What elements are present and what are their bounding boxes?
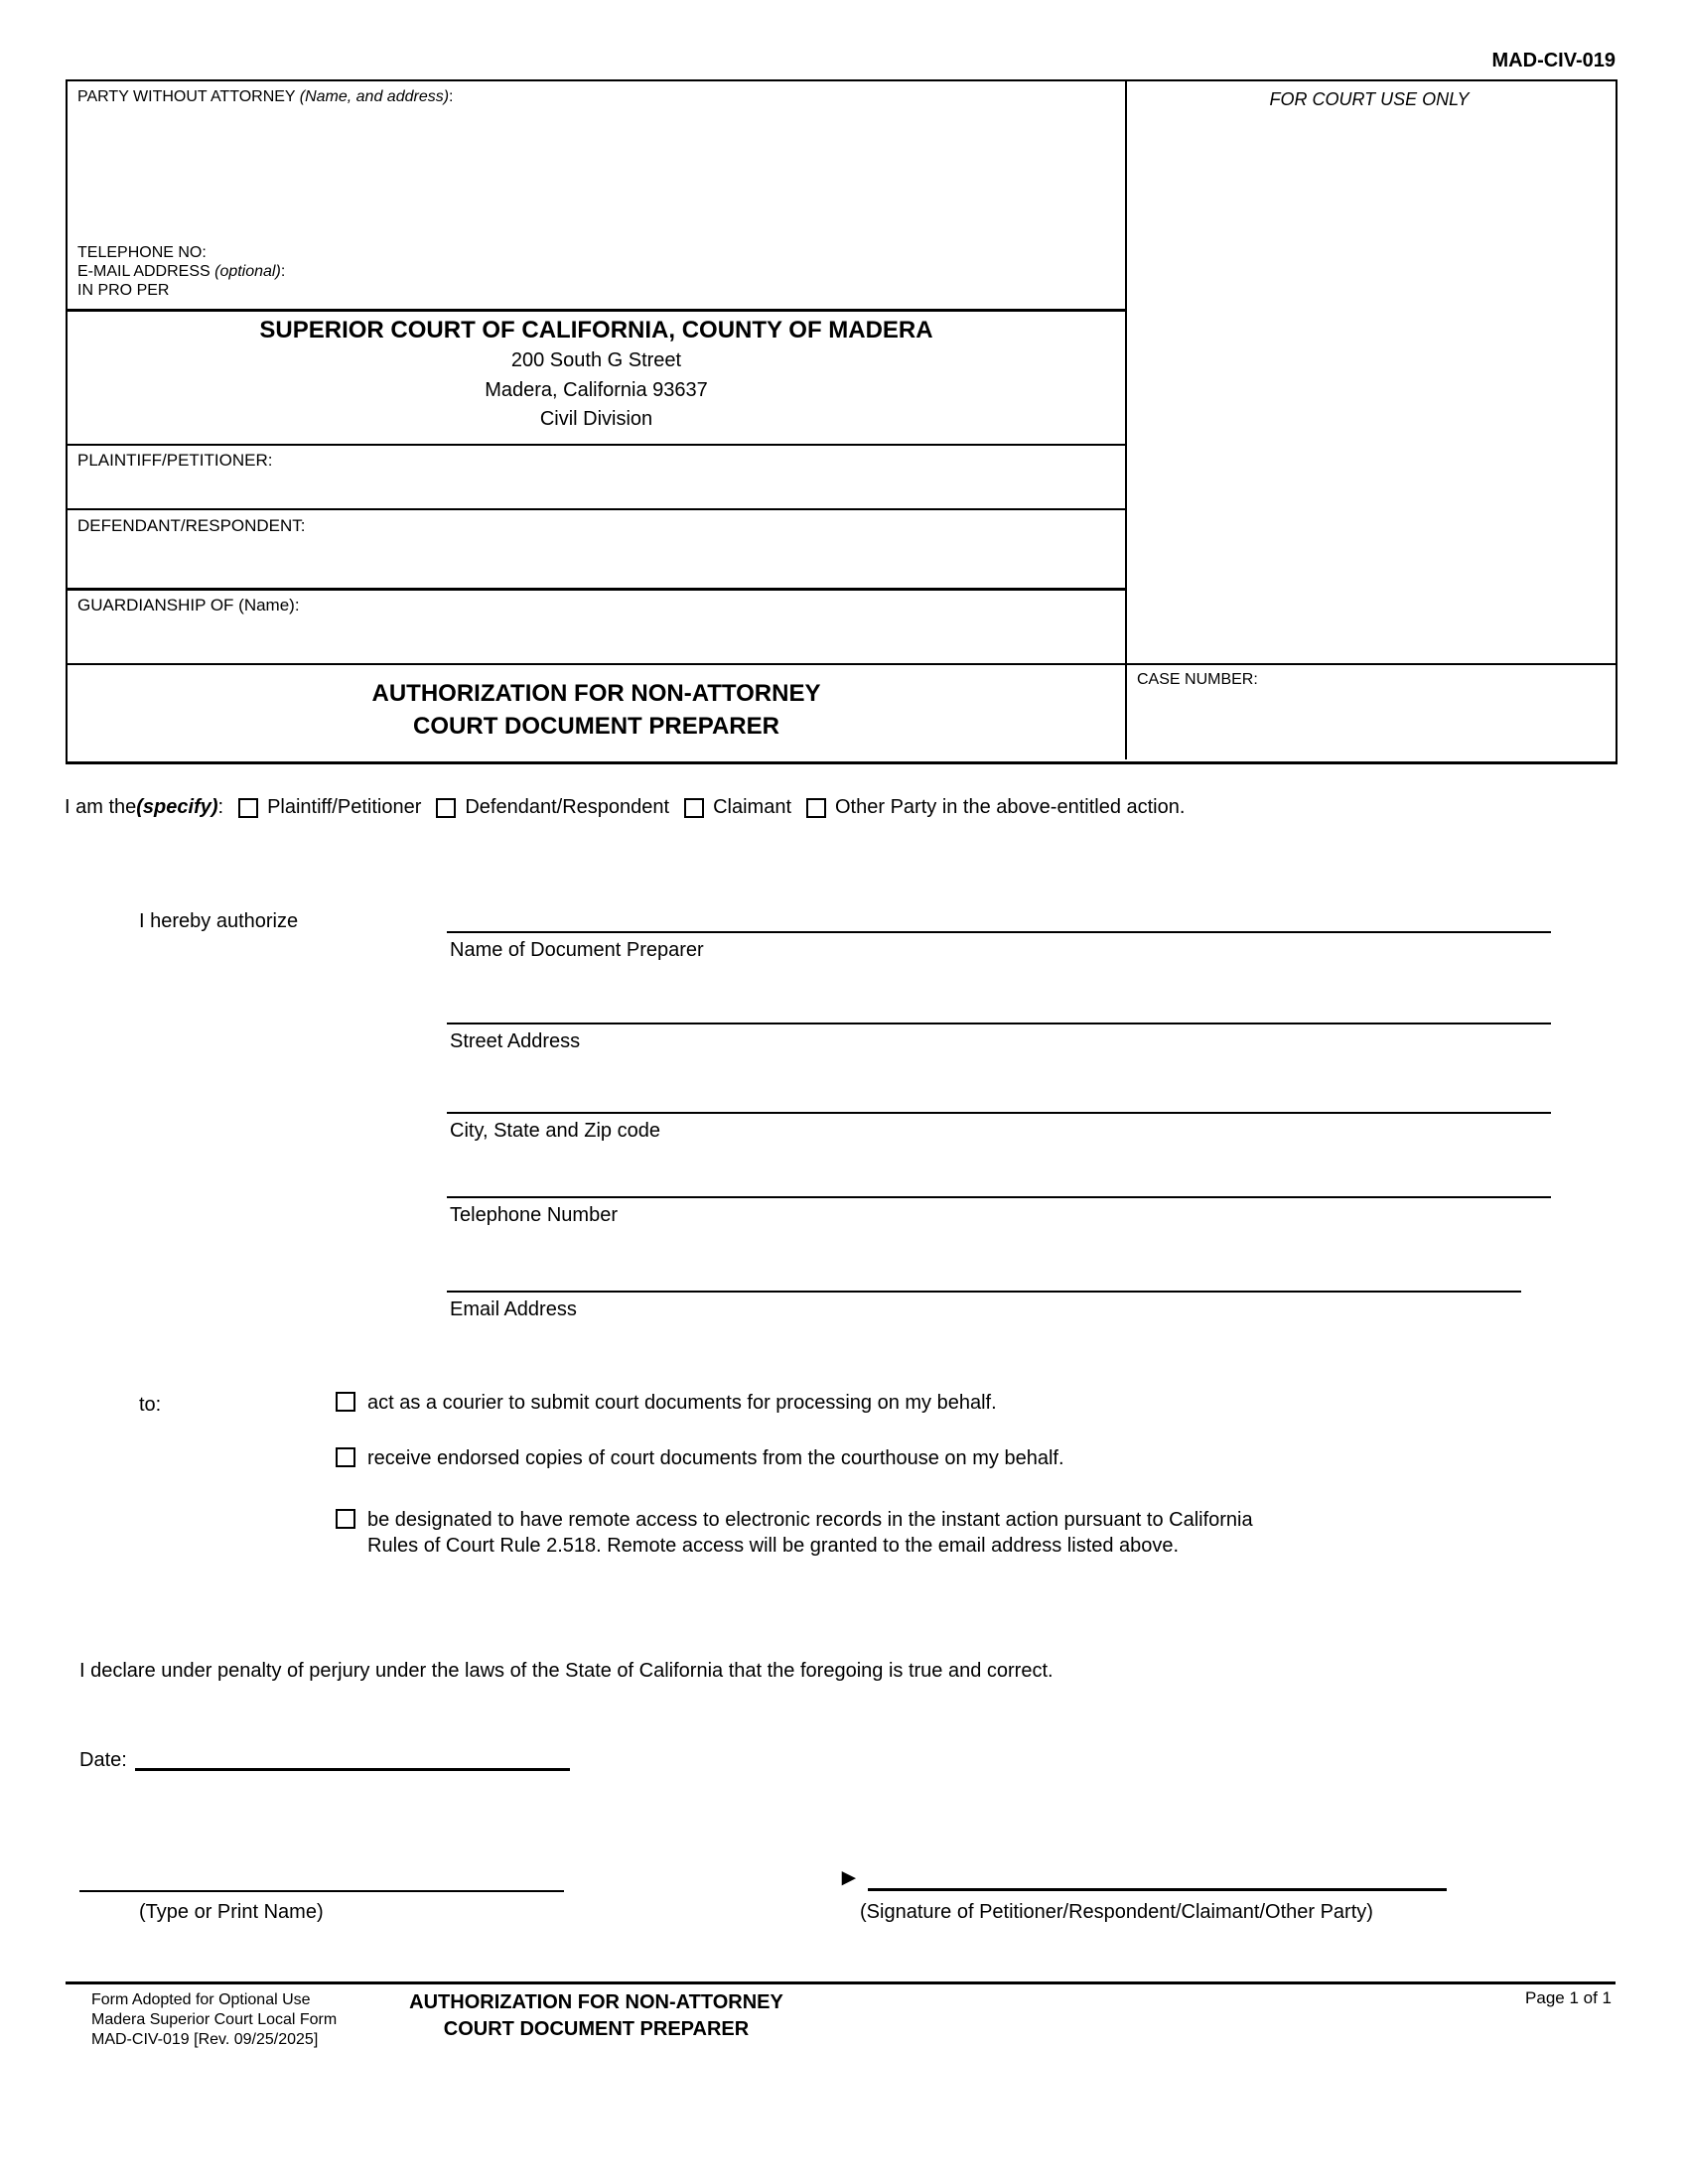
defendant-respondent-option-label: Defendant/Respondent bbox=[465, 796, 670, 818]
court-address-line1: 200 South G Street bbox=[510, 349, 682, 371]
perjury-declaration: I declare under penalty of perjury under the laws of the State of California that the foregoing is true and correct. bbox=[79, 1660, 1054, 1682]
remote-access-item-label bbox=[367, 1507, 1253, 1559]
signature-arrow-icon: ► bbox=[837, 1864, 861, 1891]
guardianship-label: GUARDIANSHIP OF (Name): bbox=[77, 596, 300, 614]
specify-prefix: I am the bbox=[65, 796, 137, 818]
other-party-option-label: Other Party in the above-entitled action. bbox=[835, 796, 1186, 818]
column-divider bbox=[1125, 81, 1127, 759]
document-title-line1: AUTHORIZATION FOR NON-ATTORNEY bbox=[371, 680, 821, 707]
signature-label: (Signature of Petitioner/Respondent/Claimant/Other Party) bbox=[860, 1901, 1373, 1923]
defendant-input[interactable] bbox=[286, 514, 1110, 582]
page-indicator: Page 1 of 1 bbox=[1525, 1988, 1612, 2007]
type-print-name-label: (Type or Print Name) bbox=[139, 1901, 324, 1923]
claimant-option-label: Claimant bbox=[713, 796, 791, 818]
plaintiff-label: PLAINTIFF/PETITIONER: bbox=[77, 451, 273, 470]
remote-access-line2: Rules of Court Rule 2.518. Remote access will be granted to the email address listed above. bbox=[367, 1535, 1180, 1557]
authorize-lead: I hereby authorize bbox=[139, 910, 299, 932]
form-number: MAD-CIV-019 bbox=[1491, 50, 1616, 71]
caption-table bbox=[66, 79, 1618, 764]
to-lead: to: bbox=[139, 1394, 162, 1416]
plaintiff-petitioner-option-label: Plaintiff/Petitioner bbox=[267, 796, 422, 818]
footer-title-line1: AUTHORIZATION FOR NON-ATTORNEY bbox=[409, 1991, 783, 2013]
footer-title-line2: COURT DOCUMENT PREPARER bbox=[443, 2018, 750, 2040]
plaintiff-input[interactable] bbox=[266, 449, 1110, 503]
remote-access-line1: be designated to have remote access to electronic records in the instant action pursuant to California bbox=[367, 1509, 1253, 1531]
date-label: Date: bbox=[79, 1749, 127, 1771]
telephone-label: TELEPHONE NO: bbox=[77, 244, 207, 261]
signature-input[interactable] bbox=[868, 1888, 1447, 1891]
court-address-line3: Civil Division bbox=[539, 408, 653, 430]
email-address-field bbox=[447, 1291, 1521, 1321]
endorsed-copies-checkbox[interactable] bbox=[336, 1447, 355, 1467]
type-print-name-input[interactable] bbox=[79, 1890, 564, 1892]
footer-form-info-line2: Madera Superior Court Local Form bbox=[91, 2011, 338, 2028]
document-title bbox=[68, 677, 1125, 743]
preparer-name-field bbox=[447, 931, 1551, 962]
row-divider-contact-court bbox=[68, 309, 1125, 312]
preparer-name-label: Name of Document Preparer bbox=[450, 939, 704, 961]
telephone-number-label: Telephone Number bbox=[450, 1204, 618, 1226]
case-number-label: CASE NUMBER: bbox=[1137, 671, 1258, 688]
footer-title bbox=[66, 1989, 1127, 2043]
remote-access-item bbox=[336, 1507, 1253, 1559]
footer-divider bbox=[66, 1981, 1616, 1984]
court-block bbox=[68, 316, 1125, 433]
courier-checkbox[interactable] bbox=[336, 1392, 355, 1412]
telephone-number-field bbox=[447, 1196, 1551, 1227]
street-address-field bbox=[447, 1023, 1551, 1053]
specify-suffix: : bbox=[217, 796, 224, 818]
guardianship-input[interactable] bbox=[296, 594, 1110, 657]
row-divider-court-plaintiff bbox=[68, 444, 1125, 446]
footer-form-info-line1: Form Adopted for Optional Use bbox=[91, 1991, 311, 2008]
document-title-line2: COURT DOCUMENT PREPARER bbox=[413, 713, 779, 740]
footer-form-info-line3: MAD-CIV-019 [Rev. 09/25/2025] bbox=[91, 2031, 319, 2048]
claimant-checkbox[interactable] bbox=[684, 798, 704, 818]
case-number-input[interactable] bbox=[1137, 692, 1604, 751]
other-party-checkbox[interactable] bbox=[806, 798, 826, 818]
remote-access-checkbox[interactable] bbox=[336, 1509, 355, 1529]
plaintiff-petitioner-checkbox[interactable] bbox=[238, 798, 258, 818]
court-address-line2: Madera, California 93637 bbox=[485, 379, 708, 401]
specify-emph: (specify) bbox=[136, 796, 218, 818]
city-state-zip-field bbox=[447, 1112, 1551, 1143]
street-address-label: Street Address bbox=[450, 1030, 581, 1052]
row-divider-plaintiff-defendant bbox=[68, 508, 1125, 510]
defendant-respondent-checkbox[interactable] bbox=[436, 798, 456, 818]
endorsed-copies-item bbox=[336, 1445, 1064, 1471]
court-name: SUPERIOR COURT OF CALIFORNIA, COUNTY OF MADERA bbox=[259, 317, 933, 343]
party-specify-row bbox=[65, 796, 1185, 819]
date-input[interactable] bbox=[135, 1768, 570, 1771]
in-pro-per-label: IN PRO PER bbox=[77, 282, 170, 299]
email-address-label: Email Address bbox=[450, 1298, 577, 1320]
date-row bbox=[79, 1747, 570, 1773]
defendant-label: DEFENDANT/RESPONDENT: bbox=[77, 516, 306, 535]
party-without-attorney-label: PARTY WITHOUT ATTORNEY (Name, and address): bbox=[77, 88, 454, 105]
court-use-only-label: FOR COURT USE ONLY bbox=[1269, 89, 1470, 109]
row-divider-defendant-guardianship bbox=[68, 588, 1125, 591]
endorsed-copies-item-label: receive endorsed copies of court documents from the courthouse on my behalf. bbox=[367, 1447, 1064, 1469]
courier-item bbox=[336, 1390, 997, 1416]
email-label: E-MAIL ADDRESS (optional): bbox=[77, 263, 286, 280]
courier-item-label: act as a courier to submit court documents for processing on my behalf. bbox=[367, 1392, 997, 1414]
party-address-input[interactable] bbox=[77, 111, 1110, 240]
city-state-zip-label: City, State and Zip code bbox=[450, 1120, 660, 1142]
row-divider-title bbox=[68, 663, 1616, 665]
